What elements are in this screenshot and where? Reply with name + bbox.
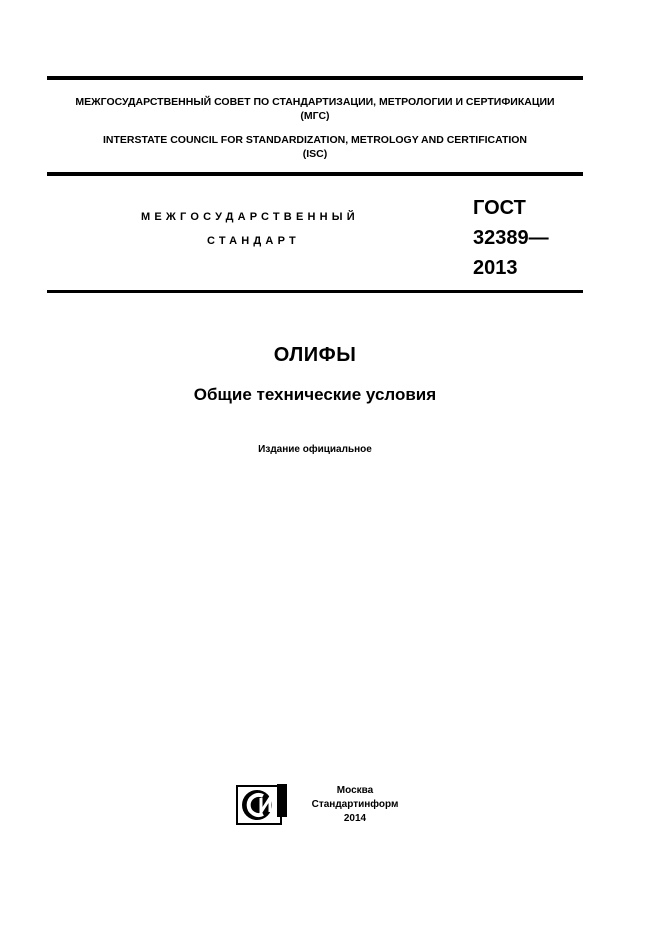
gost-designation — [473, 193, 549, 283]
council-abbr-en: (ISC) — [302, 148, 328, 160]
edition-note: Издание официальное — [258, 444, 372, 455]
council-name-ru: МЕЖГОСУДАРСТВЕННЫЙ СОВЕТ ПО СТАНДАРТИЗАЦИИ, МЕТРОЛОГИИ И СЕРТИФИКАЦИИ — [75, 96, 555, 108]
publisher-name: Стандартинформ — [311, 799, 399, 810]
top-divider — [47, 76, 583, 80]
publisher-imprint — [300, 784, 410, 826]
header-divider — [47, 172, 583, 176]
document-subtitle: Общие технические условия — [193, 385, 437, 404]
document-title: ОЛИФЫ — [273, 344, 357, 366]
standard-kind-line1: МЕЖГОСУДАРСТВЕННЫЙ — [141, 211, 359, 223]
publisher-year: 2014 — [343, 813, 367, 824]
council-name-en: INTERSTATE COUNCIL FOR STANDARDIZATION, METROLOGY AND CERTIFICATION — [102, 134, 528, 146]
standartinform-logo-icon — [236, 783, 288, 825]
gost-number: 32389— — [473, 227, 549, 249]
publisher-city: Москва — [336, 785, 374, 796]
council-abbr-ru: (МГС) — [300, 110, 330, 122]
designation-divider — [47, 290, 583, 293]
gost-prefix: ГОСТ — [473, 197, 526, 219]
gost-year: 2013 — [473, 257, 518, 279]
standard-kind-line2: СТАНДАРТ — [207, 235, 300, 247]
